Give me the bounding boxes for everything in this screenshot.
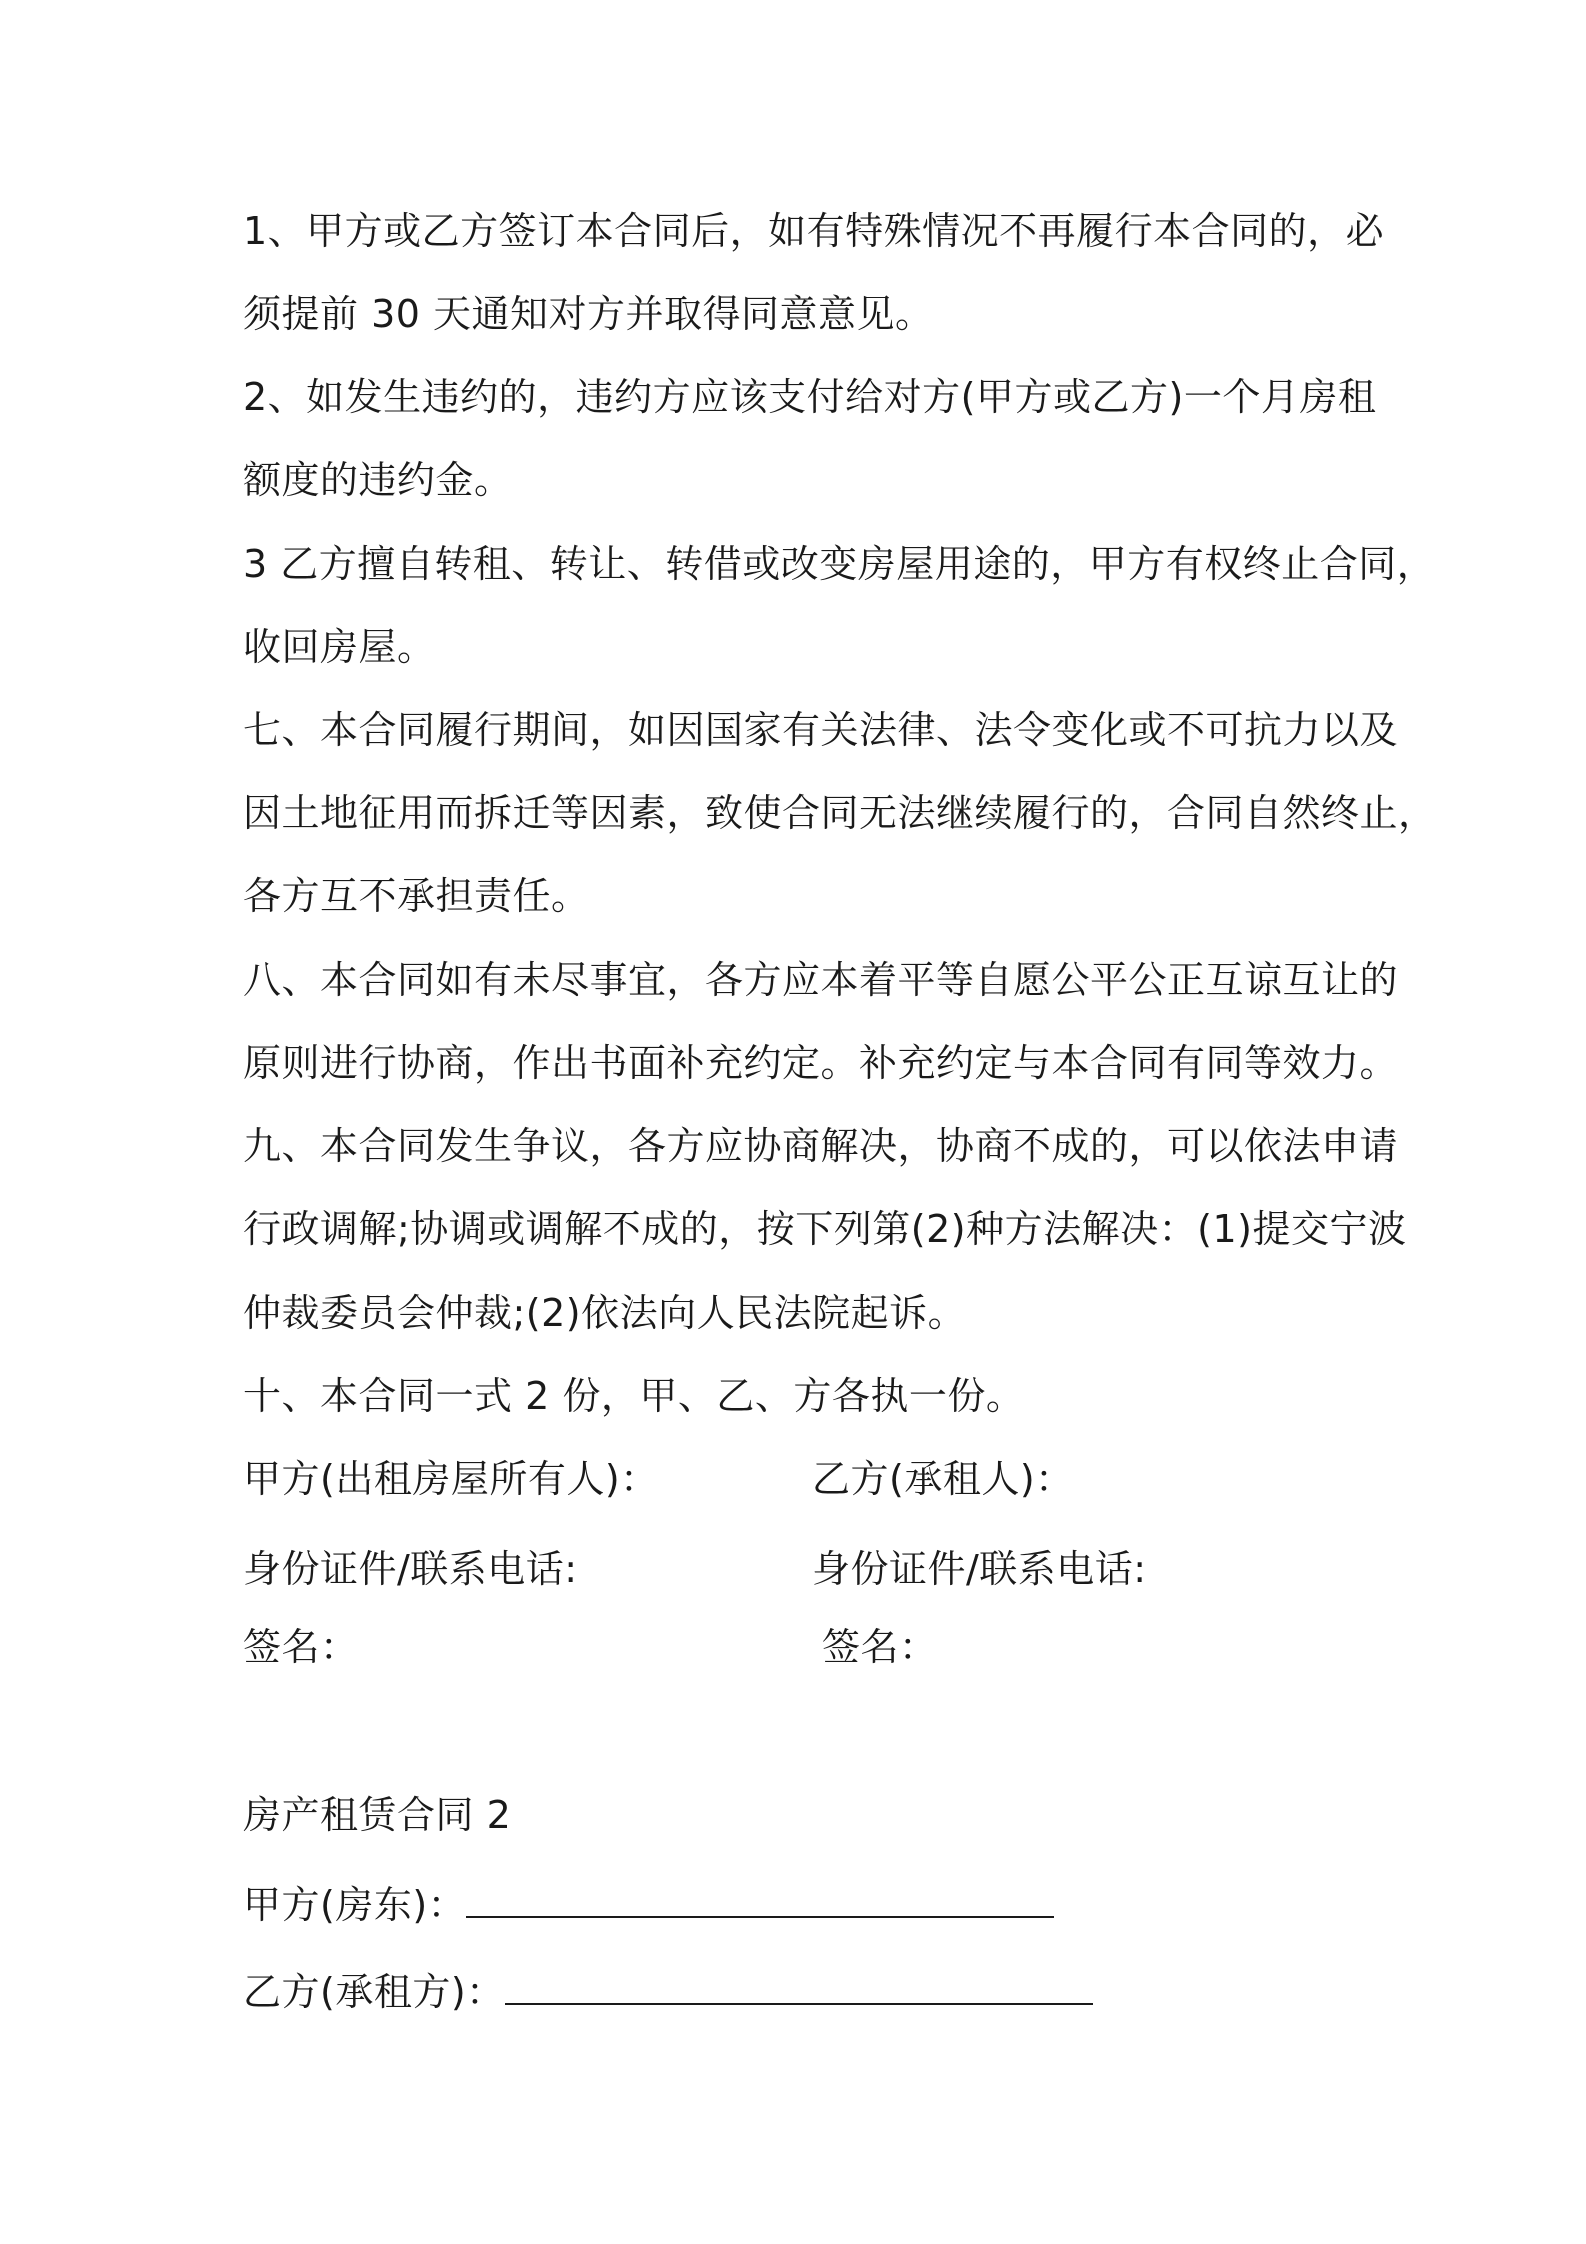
clause-line: 仲裁委员会仲裁;(2)依法向人民法院起诉。: [243, 1291, 967, 1335]
clause-line: 八、本合同如有未尽事宜，各方应本着平等自愿公平公正互谅互让的: [243, 958, 1399, 1002]
clause-line: 七、本合同履行期间，如因国家有关法律、法令变化或不可抗力以及: [243, 708, 1399, 752]
party-a-id-phone: 身份证件/联系电话:: [243, 1547, 578, 1591]
contract2-title: 房产租赁合同 2: [243, 1793, 512, 1837]
party-b-label: 乙方(承租人)：: [812, 1457, 1074, 1501]
clause-line: 九、本合同发生争议，各方应协商解决，协商不成的，可以依法申请: [243, 1124, 1399, 1168]
tenant-label: 乙方(承租方)：: [243, 1970, 505, 2014]
clause-line: 3 乙方擅自转租、转让、转借或改变房屋用途的，甲方有权终止合同，: [243, 542, 1436, 586]
clause-line: 1、甲方或乙方签订本合同后，如有特殊情况不再履行本合同的，必: [243, 209, 1385, 253]
landlord-row: [243, 1883, 1054, 1927]
clause-line: 行政调解;协调或调解不成的，按下列第(2)种方法解决：(1)提交宁波: [243, 1207, 1407, 1251]
clause-line: 原则进行协商，作出书面补充约定。补充约定与本合同有同等效力。: [243, 1041, 1399, 1085]
tenant-blank-line: [505, 1973, 1093, 2005]
landlord-label: 甲方(房东)：: [243, 1883, 467, 1927]
clause-line: 须提前 30 天通知对方并取得同意意见。: [243, 292, 934, 336]
party-b-id-phone: 身份证件/联系电话:: [812, 1547, 1147, 1591]
clause-line: 十、本合同一式 2 份，甲、乙、方各执一份。: [243, 1374, 1025, 1418]
tenant-row: [243, 1970, 1093, 2014]
clause-line: 因土地征用而拆迁等因素，致使合同无法继续履行的，合同自然终止，: [243, 791, 1437, 835]
party-a-signature: 签名：: [243, 1625, 359, 1669]
party-a-label: 甲方(出租房屋所有人)：: [243, 1457, 659, 1501]
clause-line: 额度的违约金。: [243, 458, 513, 502]
clause-line: 收回房屋。: [243, 625, 436, 669]
clause-line: 各方互不承担责任。: [243, 874, 590, 918]
landlord-blank-line: [466, 1886, 1054, 1918]
clause-line: 2、如发生违约的，违约方应该支付给对方(甲方或乙方)一个月房租: [243, 375, 1377, 419]
party-b-signature: 签名：: [822, 1625, 938, 1669]
